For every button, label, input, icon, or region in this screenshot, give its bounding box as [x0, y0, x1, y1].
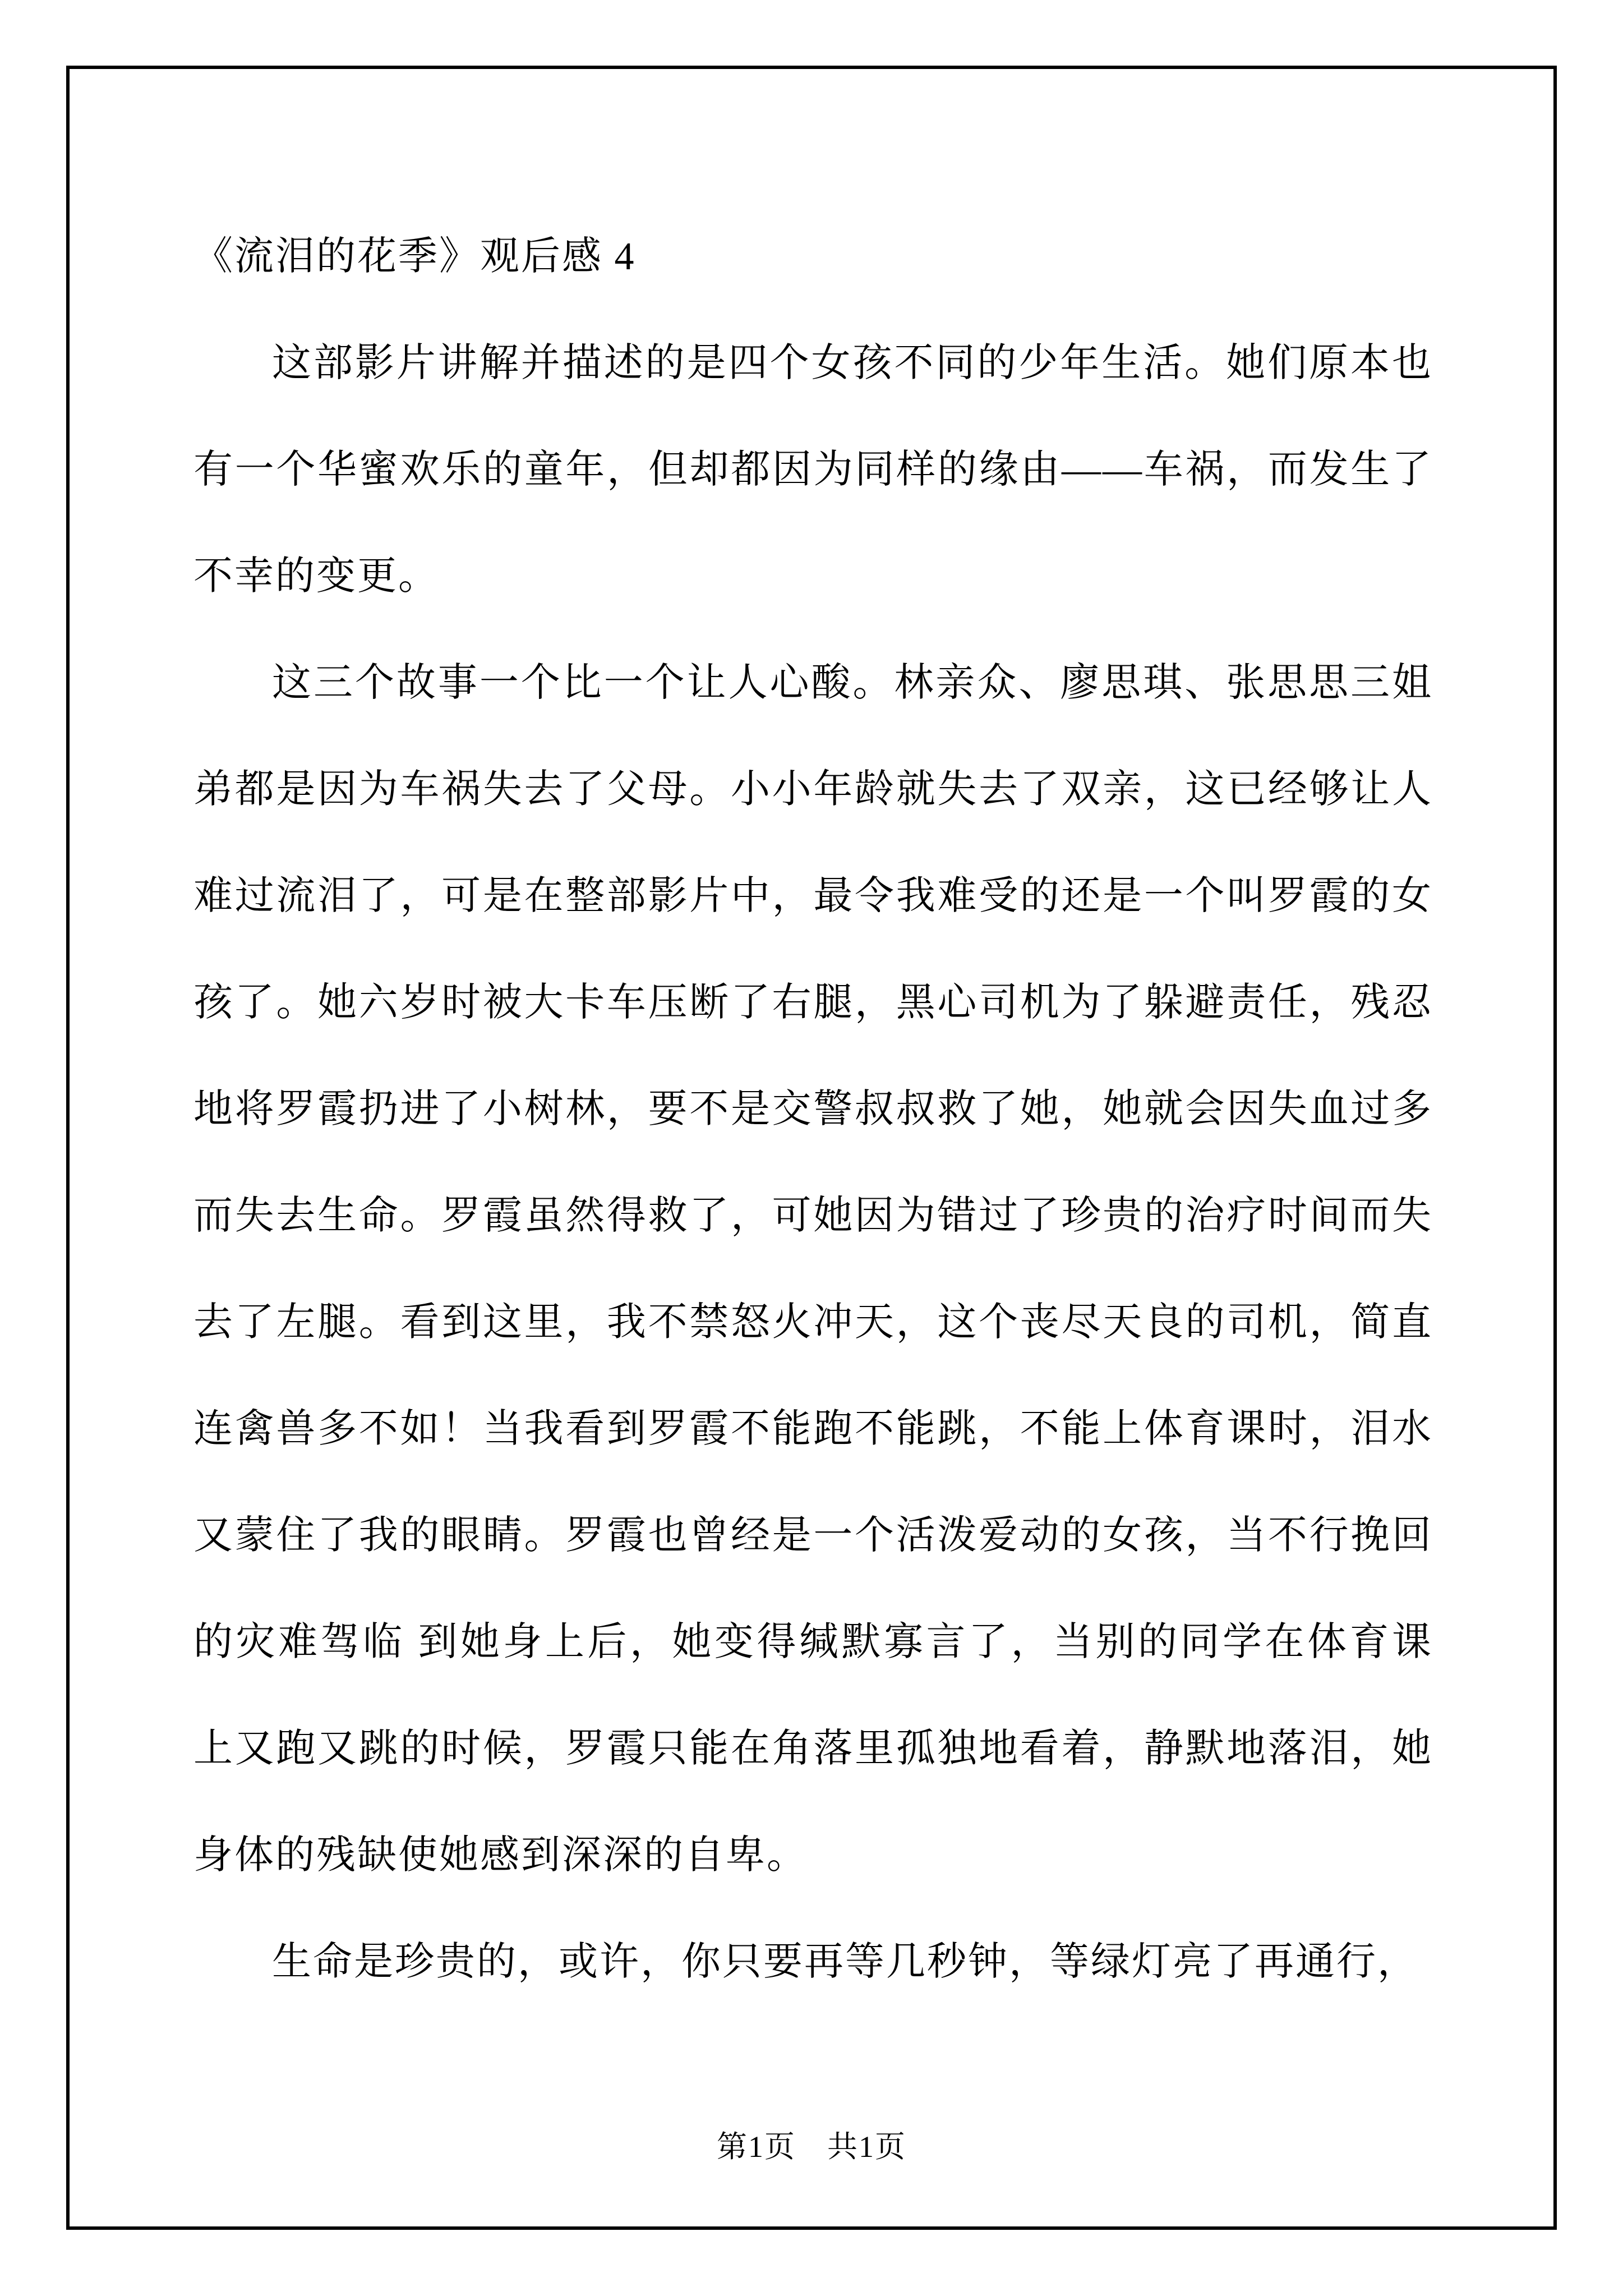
document-body — [193, 204, 1433, 2016]
paragraph: 这部影片讲解并描述的是四个女孩不同的少年生活。她们原本也有一个华蜜欢乐的童年，但却都因为同样的缘由——车祸，而发生了不幸的变更。 — [193, 342, 1433, 598]
paragraph: 生命是珍贵的，或许，你只要再等几秒钟，等绿灯亮了再通行， — [272, 1940, 1418, 1984]
page-number-footer: 第1页 共1页 — [717, 2130, 906, 2164]
paragraph: 这三个故事一个比一个让人心酸。林亲众、廖思琪、张思思三姐弟都是因为车祸失去了父母。小小年龄就失去了双亲，这已经够让人难过流泪了，可是在整部影片中，最令我难受的还是一个叫罗霞的女孩了。她六岁时被大卡车压断了右腿，黑心司机为了躲避责任，残忍地将罗霞扔进了小树林，要不是交警叔叔救了她，她就会因失血过多而失去生命。罗霞虽然得救了，可她因为错过了珍贵的治疗时间而失去了左腿。看到这里，我不禁怒火冲天，这个丧尽天良的司机，简直连禽兽多不如！当我看到罗霞不能跑不能跳，不能上体育课时，泪水又蒙住了我的眼睛。罗霞也曾经是一个活泼爱动的女孩，当不行挽回的灾难驾临 到她身上后，她变得缄默寡言了，当别的同学在体育课上又跑又跳的时候，罗霞只能在角落里孤独地看着，静默地落泪，她身体的残缺使她感到深深的自卑。 — [193, 661, 1433, 1877]
document-title: 《流泪的花季》观后感 4 — [193, 235, 636, 278]
